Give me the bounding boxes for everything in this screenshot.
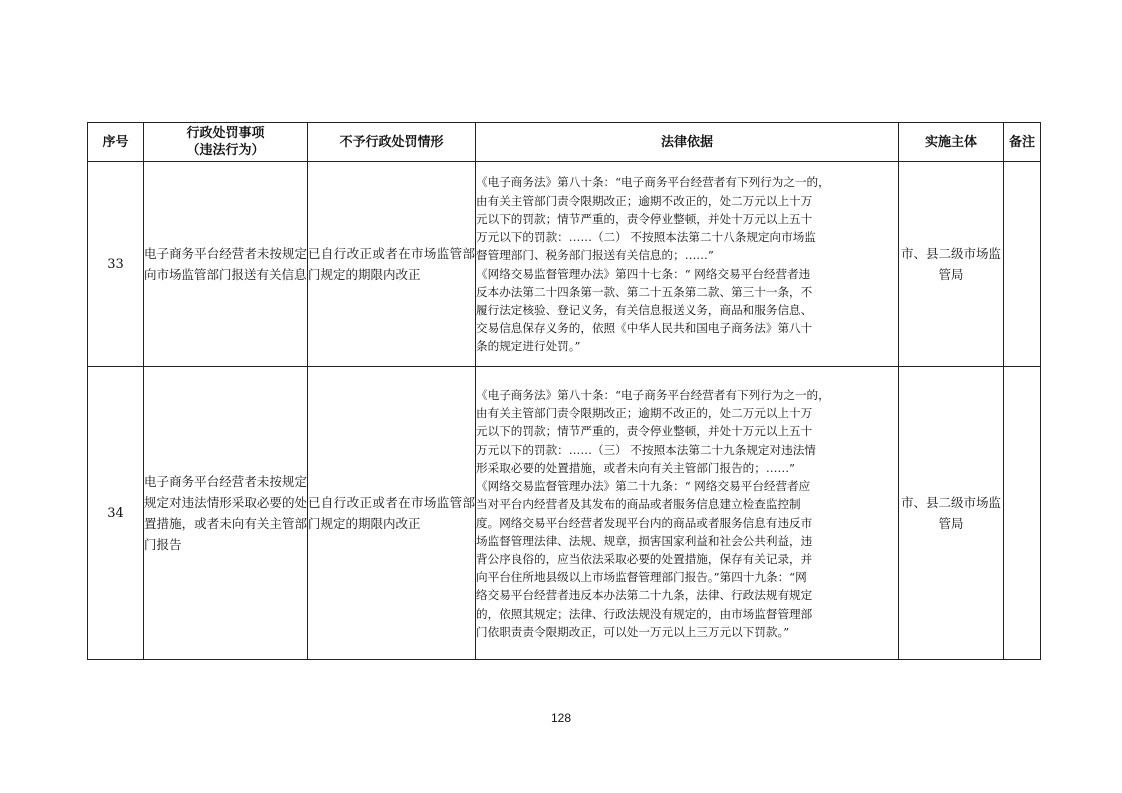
table-header-row <box>88 123 1041 162</box>
row-seq: 33 <box>88 162 144 367</box>
basis-line: 由有关主管部门责令限期改正；逾期不改正的，处二万元以上十万 <box>476 406 813 421</box>
basis-line: 络交易平台经营者违反本办法第二十九条，法律、行政法规有规定 <box>476 588 813 603</box>
row-note <box>1004 367 1041 660</box>
basis-line: 形采取必要的处置措施，或者未向有关主管部门报告的；……” <box>476 460 795 475</box>
row-agency: 市、县二级市场监管局 <box>899 367 1004 660</box>
penalty-table <box>87 122 1041 660</box>
header-item-line2: （违法行为） <box>186 143 265 158</box>
row-basis <box>476 367 899 660</box>
basis-line: 背公序良俗的，应当依法采取必要的处置措施，保存有关记录，并 <box>476 551 813 566</box>
basis-line: 条的规定进行处罚。” <box>476 339 581 354</box>
basis-line: 元以下的罚款；情节严重的，责令停业整顿，并处十万元以上五十 <box>476 211 813 226</box>
basis-line: 反本办法第二十四条第一款、第二十五条第二款、第三十一条，不 <box>476 284 813 299</box>
basis-line: 万元以下的罚款：……（三） 不按照本法第二十九条规定对违法情 <box>476 442 816 457</box>
header-item-line1: 行政处罚事项 <box>186 126 265 141</box>
row-note <box>1004 162 1041 367</box>
row-condition: 已自行改正或者在市场监管部门规定的期限内改正 <box>308 367 476 660</box>
basis-line: 由有关主管部门责令限期改正；逾期不改正的，处二万元以上十万 <box>476 193 813 208</box>
basis-line: 履行法定核验、登记义务，有关信息报送义务，商品和服务信息、 <box>476 302 813 317</box>
row-item: 电子商务平台经营者未按规定规定对违法情形采取必要的处置措施，或者未向有关主管部门报告 <box>144 367 308 660</box>
row-agency: 市、县二级市场监管局 <box>899 162 1004 367</box>
basis-lines <box>476 172 898 355</box>
row-item: 电子商务平台经营者未按规定向市场监管部门报送有关信息 <box>144 162 308 367</box>
page-number: 128 <box>550 711 572 725</box>
row-basis <box>476 162 899 367</box>
header-note: 备注 <box>1004 123 1041 162</box>
header-basis: 法律依据 <box>476 123 899 162</box>
basis-line: 门依职责责令限期改正，可以处一万元以上三万元以下罚款。” <box>476 624 790 639</box>
table-row <box>88 367 1041 660</box>
row-seq: 34 <box>88 367 144 660</box>
header-seq: 序号 <box>88 123 144 162</box>
basis-line: 《电子商务法》第八十条：“电子商务平台经营者有下列行为之一的， <box>476 388 830 403</box>
basis-line: 《网络交易监督管理办法》第四十七条：“ 网络交易平台经营者违 <box>476 266 811 281</box>
basis-lines <box>476 385 898 641</box>
header-condition: 不予行政处罚情形 <box>308 123 476 162</box>
header-item <box>144 123 308 162</box>
basis-line: 《电子商务法》第八十条：“电子商务平台经营者有下列行为之一的， <box>476 175 830 190</box>
basis-line: 向平台住所地县级以上市场监督管理部门报告。”第四十九条：“网 <box>476 570 807 585</box>
basis-line: 督管理部门、税务部门报送有关信息的；……” <box>476 248 714 263</box>
basis-line: 万元以下的罚款：……（二） 不按照本法第二十八条规定向市场监 <box>476 230 816 245</box>
basis-line: 交易信息保存义务的，依照《中华人民共和国电子商务法》第八十 <box>476 321 813 336</box>
basis-line: 的，依照其规定；法律、行政法规没有规定的，由市场监督管理部 <box>476 606 813 621</box>
row-condition: 已自行改正或者在市场监管部门规定的期限内改正 <box>308 162 476 367</box>
table-row <box>88 162 1041 367</box>
header-agency: 实施主体 <box>899 123 1004 162</box>
basis-line: 《网络交易监督管理办法》第二十九条：“ 网络交易平台经营者应 <box>476 479 811 494</box>
basis-line: 度。网络交易平台经营者发现平台内的商品或者服务信息有违反市 <box>476 515 813 530</box>
basis-line: 当对平台内经营者及其发布的商品或者服务信息建立检查监控制 <box>476 497 801 512</box>
basis-line: 场监督管理法律、法规、规章，损害国家利益和社会公共利益，违 <box>476 533 813 548</box>
basis-line: 元以下的罚款；情节严重的，责令停业整顿，并处十万元以上五十 <box>476 424 813 439</box>
